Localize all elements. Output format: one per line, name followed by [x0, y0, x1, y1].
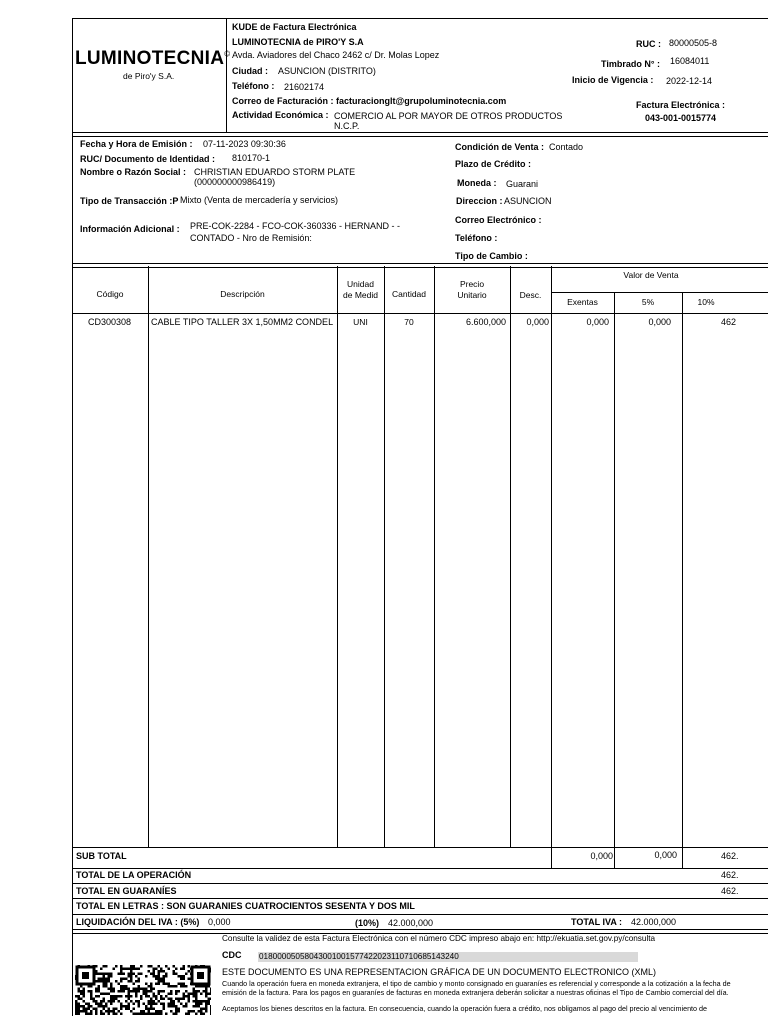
- subtotal-top: [72, 847, 768, 848]
- activity-line1: COMERCIO AL POR MAYOR DE OTROS PRODUCTOS: [334, 111, 563, 121]
- total-gs-value: 462.: [721, 886, 739, 896]
- col-line-3: [384, 266, 385, 847]
- tipo-value: Mixto (Venta de mercadería y servicios): [180, 195, 339, 205]
- header-5: 5%: [641, 297, 655, 307]
- info-line2: CONTADO - Nro de Remisión:: [190, 233, 312, 243]
- doc-title: KUDE de Factura Electrónica: [232, 22, 357, 32]
- total-iva-value: 42.000,000: [631, 917, 677, 927]
- client-ruc-value: 810170-1: [232, 153, 271, 163]
- company-logo-subtitle: de Piro'y S.A.: [123, 71, 175, 81]
- client-phone-label: Teléfono :: [455, 233, 498, 243]
- header-descripcion: Descripción: [220, 289, 265, 299]
- row-10: 462: [721, 317, 737, 327]
- ruc-label: RUC :: [636, 39, 661, 49]
- acceptance-note: Aceptamos los bienes descritos en la factura. En consecuencia, cuando la operación fuera a crédito, nos obligamos al pago del precio al vencimiento de: [222, 1004, 708, 1013]
- moneda-label: Moneda :: [457, 178, 497, 188]
- invoice-label: Factura Electrónica :: [636, 100, 726, 110]
- subtotal-5: 0,000: [654, 850, 677, 860]
- phone-label: Teléfono :: [232, 81, 275, 91]
- iva-label: LIQUIDACIÓN DEL IVA : (5%): [76, 917, 200, 927]
- activity-line2: N.C.P.: [334, 121, 360, 131]
- total-op-top: [72, 868, 768, 869]
- header-exentas: Exentas: [567, 297, 598, 307]
- total-op-value: 462.: [721, 870, 739, 880]
- billing-email: Correo de Facturación : facturacionglt@grupoluminotecnia.com: [232, 96, 507, 106]
- condicion-value: Contado: [549, 142, 584, 152]
- row-5: 0,000: [648, 317, 671, 327]
- xml-notice: ESTE DOCUMENTO ES UNA REPRESENTACION GRÁFICA DE UN DOCUMENTO ELECTRONICO (XML): [222, 967, 657, 977]
- condicion-label: Condición de Venta :: [455, 142, 545, 152]
- total-gs-label: TOTAL EN GUARANÍES: [76, 886, 177, 896]
- timbrado-label: Timbrado N° :: [601, 59, 660, 69]
- header-10: 10%: [697, 297, 715, 307]
- ruc-value: 80000505-8: [669, 38, 718, 48]
- company-logo: LUMINOTECNIA©: [75, 48, 231, 69]
- correo-label: Correo Electrónico :: [455, 215, 542, 225]
- letras-top: [72, 898, 768, 899]
- row-descripcion: CABLE TIPO TALLER 3X 1,50MM2 CONDEL: [151, 317, 334, 327]
- fecha-value: 07-11-2023 09:30:36: [203, 139, 286, 149]
- phone-value: 21602174: [284, 82, 325, 92]
- cambio-label: Tipo de Cambio :: [455, 251, 528, 261]
- plazo-label: Plazo de Crédito :: [455, 159, 532, 169]
- nombre-line1: CHRISTIAN EDUARDO STORM PLATE: [194, 167, 356, 177]
- total-op-label: TOTAL DE LA OPERACIÓN: [76, 870, 192, 880]
- total-gs-top: [72, 883, 768, 884]
- company-name: LUMINOTECNIA de PIRO'Y S.A: [232, 37, 364, 47]
- iva10-value: 42.000,000: [388, 918, 434, 928]
- row-unidad: UNI: [353, 317, 368, 327]
- col-line-5: [510, 266, 511, 847]
- nombre-line2: (000000000986419): [194, 177, 276, 187]
- exchange-note: Cuando la operación fuera en moneda extranjera, el tipo de cambio y monto consignado en guaraníes es referencial y corresponde a la cotización a la fecha de emisión de la factura. Para los pagos en guaraníes de facturas en moneda extranjera deberán solicitar a nuestras oficinas el Tipo de Cambio comercial del día.: [222, 979, 731, 997]
- col-line-8: [682, 292, 683, 868]
- fecha-label: Fecha y Hora de Emisión :: [80, 139, 193, 149]
- table-header-bottom: [72, 313, 768, 314]
- row-desc: 0,000: [526, 317, 549, 327]
- total-letras: TOTAL EN LETRAS : SON GUARANIES CUATROCIENTOS SESENTA Y DOS MIL: [76, 901, 415, 911]
- invoice-number: 043-001-0015774: [645, 113, 717, 123]
- nombre-label: Nombre o Razón Social :: [80, 167, 187, 177]
- direccion-value: ASUNCION: [504, 196, 552, 206]
- direccion-label: Direccion :: [456, 196, 503, 206]
- qr-code: [75, 965, 211, 1015]
- subtotal-label: SUB TOTAL: [76, 851, 127, 861]
- header-bottom-rule: [72, 132, 768, 137]
- consulta-text: Consulte la validez de esta Factura Electrónica con el número CDC impreso abajo en: http://ekuatia.set.gov.py/consulta: [222, 934, 656, 943]
- timbrado-value: 16084011: [670, 56, 710, 66]
- moneda-value: Guarani: [506, 179, 539, 189]
- col-line-7: [614, 292, 615, 868]
- header-divider: [226, 18, 227, 132]
- row-codigo: CD300308: [88, 317, 132, 327]
- iva-top: [72, 914, 768, 915]
- city-value: ASUNCION (DISTRITO): [278, 66, 376, 76]
- col-line-1: [148, 266, 149, 847]
- subtotal-10: 462.: [721, 851, 739, 861]
- header-cantidad: Cantidad: [391, 289, 427, 299]
- valor-venta-divider: [551, 292, 768, 293]
- row-cantidad: 70: [404, 317, 414, 327]
- header-valor-venta: Valor de Venta: [623, 270, 679, 280]
- header-codigo: Código: [96, 289, 124, 299]
- info-line1: PRE-COK-2284 - FCO-COK-360336 - HERNAND - -: [190, 221, 401, 231]
- info-label: Información Adicional :: [80, 224, 180, 234]
- col-line-4: [434, 266, 435, 847]
- vigencia-value: 2022-12-14: [666, 76, 713, 86]
- col-line-2: [337, 266, 338, 847]
- header-precio: Precio Unitario: [457, 279, 487, 300]
- company-address: Avda. Aviadores del Chaco 2462 c/ Dr. Molas Lopez: [232, 50, 440, 60]
- subtotal-exentas: 0,000: [590, 851, 613, 861]
- row-exentas: 0,000: [586, 317, 609, 327]
- iva5-value: 0,000: [208, 917, 231, 927]
- tipo-label: Tipo de Transacción :P: [80, 196, 179, 206]
- client-ruc-label: RUC/ Documento de Identidad :: [80, 154, 215, 164]
- left-border: [72, 18, 73, 1016]
- row-precio: 6.600,000: [465, 317, 506, 327]
- vigencia-label: Inicio de Vigencia :: [572, 75, 654, 85]
- cdc-label: CDC: [222, 950, 242, 960]
- top-border: [72, 18, 768, 19]
- city-label: Ciudad :: [232, 66, 268, 76]
- iva10-label: (10%): [355, 918, 380, 928]
- cdc-value: 01800005058043001001577422023110710685143240: [259, 952, 459, 961]
- client-bottom-rule: [72, 263, 768, 268]
- col-line-6: [551, 266, 552, 868]
- total-iva-label: TOTAL IVA :: [571, 917, 622, 927]
- header-desc: Desc.: [519, 290, 542, 300]
- activity-label: Actividad Económica :: [232, 110, 329, 120]
- header-unidad: Unidad de Medid: [343, 279, 378, 300]
